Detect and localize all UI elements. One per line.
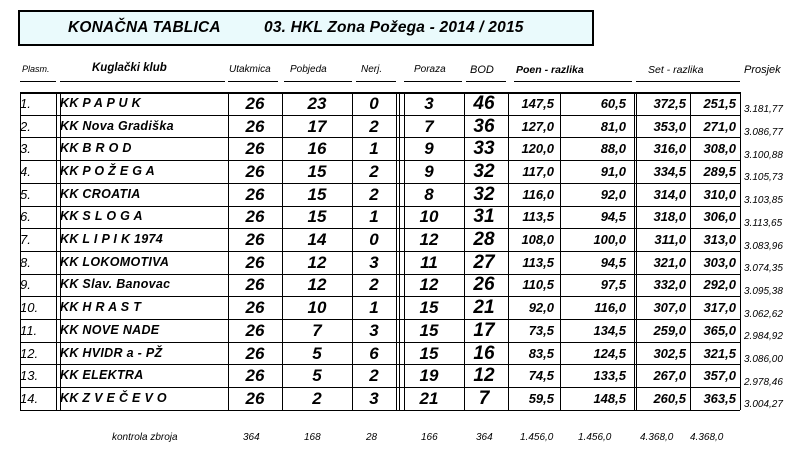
column-line — [399, 92, 400, 410]
row-line — [20, 183, 740, 184]
cell-avg: 3.086,00 — [744, 354, 783, 366]
footer-poen-for: 1.456,0 — [520, 432, 554, 443]
cell-played: 26 — [245, 366, 265, 386]
cell-set-against: 292,0 — [703, 277, 736, 293]
cell-wins: 15 — [307, 207, 327, 227]
header-points: BOD — [470, 64, 494, 76]
cell-losses: 15 — [419, 343, 439, 363]
cell-avg: 2.984,92 — [744, 331, 783, 343]
cell-played: 26 — [245, 184, 265, 204]
cell-poen-diff: 60,5 — [600, 95, 626, 111]
cell-draws: 2 — [369, 116, 379, 136]
footer-points: 364 — [476, 432, 493, 443]
header-poen: Poen - razlika — [516, 64, 584, 76]
cell-avg: 3.004,27 — [744, 399, 783, 411]
row-line — [20, 251, 740, 252]
footer-set-for: 4.368,0 — [640, 432, 674, 443]
cell-rank: 14. — [20, 390, 39, 406]
cell-losses: 19 — [419, 366, 439, 386]
cell-club: KK ELEKTRA — [60, 368, 144, 383]
cell-set-against: 357,0 — [703, 368, 736, 384]
cell-avg: 3.074,35 — [744, 263, 783, 275]
header-losses: Poraza — [414, 64, 446, 75]
cell-draws: 3 — [369, 388, 379, 408]
row-line — [20, 319, 740, 320]
cell-poen-for: 74,5 — [528, 368, 554, 384]
cell-points: 21 — [473, 297, 495, 319]
cell-draws: 1 — [369, 207, 379, 227]
cell-set-against: 271,0 — [703, 118, 736, 134]
cell-poen-diff: 134,5 — [593, 322, 626, 338]
cell-played: 26 — [245, 320, 265, 340]
cell-avg: 3.062,62 — [744, 308, 783, 320]
cell-points: 33 — [473, 138, 495, 160]
cell-rank: 2. — [20, 118, 31, 134]
column-line — [636, 92, 637, 410]
cell-set-against: 310,0 — [703, 186, 736, 202]
header-club: Kuglački klub — [92, 62, 167, 74]
cell-draws: 2 — [369, 366, 379, 386]
cell-losses: 15 — [419, 298, 439, 318]
cell-poen-for: 113,5 — [522, 209, 554, 225]
cell-set-for: 302,5 — [653, 345, 686, 361]
cell-losses: 21 — [419, 388, 439, 408]
cell-wins: 7 — [312, 320, 322, 340]
cell-wins: 12 — [307, 252, 327, 272]
cell-poen-diff: 124,5 — [593, 345, 626, 361]
cell-wins: 16 — [307, 139, 327, 159]
cell-wins: 23 — [307, 93, 327, 113]
cell-poen-diff: 92,0 — [600, 186, 626, 202]
cell-losses: 8 — [424, 184, 434, 204]
cell-poen-for: 116,0 — [522, 186, 554, 202]
cell-set-against: 289,5 — [703, 163, 736, 179]
cell-poen-diff: 91,0 — [600, 163, 626, 179]
cell-avg: 3.083,96 — [744, 240, 783, 252]
cell-club: KK P A P U K — [60, 95, 141, 110]
column-line — [396, 92, 397, 410]
cell-avg: 3.113,65 — [744, 217, 783, 229]
cell-points: 12 — [473, 365, 495, 387]
header-plasm: Plasm. — [22, 64, 50, 74]
cell-wins: 2 — [312, 388, 322, 408]
cell-losses: 3 — [424, 93, 434, 113]
cell-draws: 2 — [369, 161, 379, 181]
cell-avg: 3.086,77 — [744, 127, 783, 139]
cell-poen-for: 113,5 — [522, 254, 554, 270]
cell-played: 26 — [245, 388, 265, 408]
cell-draws: 2 — [369, 275, 379, 295]
cell-draws: 2 — [369, 184, 379, 204]
cell-avg: 3.095,38 — [744, 285, 783, 297]
cell-poen-for: 147,5 — [521, 95, 554, 111]
cell-rank: 5. — [20, 186, 31, 202]
cell-draws: 0 — [369, 230, 379, 250]
cell-rank: 1. — [20, 95, 31, 111]
cell-poen-diff: 94,5 — [600, 254, 626, 270]
cell-club: KK H R A S T — [60, 300, 142, 315]
column-line — [60, 92, 61, 410]
cell-avg: 3.105,73 — [744, 172, 783, 184]
cell-losses: 9 — [424, 139, 434, 159]
cell-rank: 6. — [20, 209, 31, 225]
row-line — [20, 296, 740, 297]
cell-set-against: 303,0 — [703, 254, 736, 270]
column-line — [560, 92, 561, 410]
cell-played: 26 — [245, 93, 265, 113]
cell-set-against: 308,0 — [703, 141, 736, 157]
cell-losses: 7 — [424, 116, 434, 136]
cell-club: KK B R O D — [60, 141, 132, 156]
cell-club: KK NOVE NADE — [60, 322, 160, 337]
cell-draws: 0 — [369, 93, 379, 113]
cell-rank: 8. — [20, 254, 31, 270]
cell-poen-for: 59,5 — [528, 390, 554, 406]
cell-wins: 17 — [307, 116, 327, 136]
column-line — [508, 92, 509, 410]
cell-set-for: 307,0 — [653, 300, 686, 316]
cell-wins: 5 — [312, 343, 322, 363]
cell-club: KK P O Ž E G A — [60, 163, 155, 178]
cell-club: KK S L O G A — [60, 209, 143, 224]
cell-played: 26 — [245, 116, 265, 136]
cell-set-for: 332,0 — [653, 277, 686, 293]
footer-losses: 166 — [421, 432, 438, 443]
cell-poen-for: 92,0 — [528, 300, 554, 316]
cell-losses: 12 — [419, 275, 439, 295]
cell-points: 31 — [473, 206, 495, 228]
cell-points: 26 — [473, 274, 495, 296]
cell-draws: 3 — [369, 252, 379, 272]
row-line — [20, 274, 740, 275]
cell-poen-diff: 97,5 — [600, 277, 626, 293]
cell-poen-diff: 148,5 — [593, 390, 626, 406]
row-line — [20, 342, 740, 343]
cell-points: 17 — [473, 319, 495, 341]
cell-played: 26 — [245, 161, 265, 181]
cell-points: 46 — [473, 92, 495, 114]
cell-rank: 13. — [20, 368, 39, 384]
cell-avg: 2.978,46 — [744, 376, 783, 388]
cell-played: 26 — [245, 207, 265, 227]
cell-set-against: 306,0 — [703, 209, 736, 225]
cell-played: 26 — [245, 343, 265, 363]
cell-draws: 3 — [369, 320, 379, 340]
cell-wins: 12 — [307, 275, 327, 295]
cell-wins: 10 — [307, 298, 327, 318]
cell-losses: 15 — [419, 320, 439, 340]
cell-losses: 11 — [420, 252, 438, 272]
cell-set-for: 316,0 — [653, 141, 686, 157]
cell-rank: 4. — [20, 163, 31, 179]
cell-wins: 5 — [312, 366, 322, 386]
cell-poen-diff: 116,0 — [594, 300, 626, 316]
cell-poen-for: 117,0 — [522, 163, 554, 179]
cell-poen-for: 127,0 — [521, 118, 554, 134]
cell-losses: 9 — [424, 161, 434, 181]
cell-set-against: 365,0 — [703, 322, 736, 338]
cell-set-against: 317,0 — [703, 300, 736, 316]
cell-set-for: 259,0 — [653, 322, 686, 338]
cell-set-against: 251,5 — [703, 95, 736, 111]
cell-poen-for: 73,5 — [528, 322, 554, 338]
cell-set-against: 363,5 — [703, 390, 736, 406]
cell-avg: 3.181,77 — [744, 104, 783, 116]
table-title: KONAČNA TABLICA — [68, 19, 221, 36]
cell-set-against: 321,5 — [703, 345, 736, 361]
cell-set-for: 318,0 — [653, 209, 686, 225]
row-line — [20, 387, 740, 388]
cell-set-against: 313,0 — [703, 232, 736, 248]
cell-poen-diff: 88,0 — [600, 141, 626, 157]
cell-set-for: 311,0 — [654, 232, 686, 248]
cell-wins: 15 — [307, 161, 327, 181]
cell-poen-diff: 81,0 — [600, 118, 626, 134]
cell-played: 26 — [245, 252, 265, 272]
cell-set-for: 353,0 — [653, 118, 686, 134]
column-line — [634, 92, 635, 410]
cell-draws: 1 — [369, 298, 379, 318]
footer-poen-diff: 1.456,0 — [578, 432, 612, 443]
header-played: Utakmica — [229, 64, 271, 75]
row-line — [20, 206, 740, 207]
row-line — [20, 228, 740, 229]
column-line — [690, 92, 691, 410]
cell-avg: 3.100,88 — [744, 149, 783, 161]
footer-wins: 168 — [304, 432, 321, 443]
cell-points: 16 — [473, 342, 495, 364]
cell-poen-diff: 133,5 — [593, 368, 626, 384]
row-line — [20, 410, 740, 411]
header-wins: Pobjeda — [290, 64, 327, 75]
cell-set-for: 314,0 — [653, 186, 686, 202]
cell-draws: 1 — [369, 139, 379, 159]
cell-club: KK Slav. Banovac — [60, 277, 171, 292]
cell-club: KK L I P I K 1974 — [60, 232, 164, 247]
cell-club: KK HVIDR a - PŽ — [60, 345, 163, 360]
cell-points: 32 — [473, 160, 495, 182]
column-line — [740, 92, 741, 410]
header-avg: Prosjek — [744, 64, 781, 76]
row-line — [20, 160, 740, 161]
cell-club: KK Z V E Č E V O — [60, 390, 167, 405]
cell-poen-diff: 100,0 — [593, 232, 626, 248]
cell-played: 26 — [245, 298, 265, 318]
cell-rank: 9. — [20, 277, 31, 293]
footer-set-against: 4.368,0 — [690, 432, 724, 443]
cell-set-for: 267,0 — [653, 368, 686, 384]
row-line — [20, 115, 740, 116]
cell-rank: 3. — [20, 141, 31, 157]
cell-poen-for: 120,0 — [521, 141, 554, 157]
cell-points: 28 — [473, 229, 495, 251]
cell-rank: 10. — [20, 300, 39, 316]
cell-poen-for: 83,5 — [528, 345, 554, 361]
cell-draws: 6 — [369, 343, 379, 363]
column-line — [56, 92, 57, 410]
cell-points: 32 — [473, 183, 495, 205]
cell-losses: 10 — [419, 207, 439, 227]
cell-club: KK CROATIA — [60, 186, 141, 201]
cell-poen-for: 110,5 — [522, 277, 554, 293]
cell-played: 26 — [245, 275, 265, 295]
footer-played: 364 — [243, 432, 260, 443]
column-line — [282, 92, 283, 410]
cell-set-for: 372,5 — [653, 95, 686, 111]
cell-set-for: 334,5 — [653, 163, 686, 179]
cell-avg: 3.103,85 — [744, 195, 783, 207]
cell-club: KK Nova Gradiška — [60, 118, 174, 133]
cell-rank: 12. — [20, 345, 39, 361]
footer-label: kontrola zbroja — [112, 432, 178, 443]
cell-poen-diff: 94,5 — [600, 209, 626, 225]
cell-rank: 11. — [20, 322, 38, 338]
cell-points: 36 — [473, 115, 495, 137]
cell-wins: 15 — [307, 184, 327, 204]
cell-club: KK LOKOMOTIVA — [60, 254, 170, 269]
cell-rank: 7. — [20, 232, 31, 248]
cell-set-for: 260,5 — [653, 390, 686, 406]
row-line — [20, 364, 740, 365]
row-line — [20, 137, 740, 138]
column-line — [20, 92, 21, 410]
league-title: 03. HKL Zona Požega - 2014 / 2015 — [264, 19, 524, 36]
cell-losses: 12 — [419, 230, 439, 250]
cell-played: 26 — [245, 230, 265, 250]
cell-poen-for: 108,0 — [521, 232, 554, 248]
cell-set-for: 321,0 — [653, 254, 686, 270]
cell-wins: 14 — [307, 230, 327, 250]
cell-played: 26 — [245, 139, 265, 159]
cell-points: 27 — [473, 251, 495, 273]
header-set: Set - razlika — [648, 64, 704, 76]
header-draws: Nerj. — [361, 64, 383, 75]
footer-draws: 28 — [366, 432, 378, 443]
cell-points: 7 — [478, 387, 490, 409]
